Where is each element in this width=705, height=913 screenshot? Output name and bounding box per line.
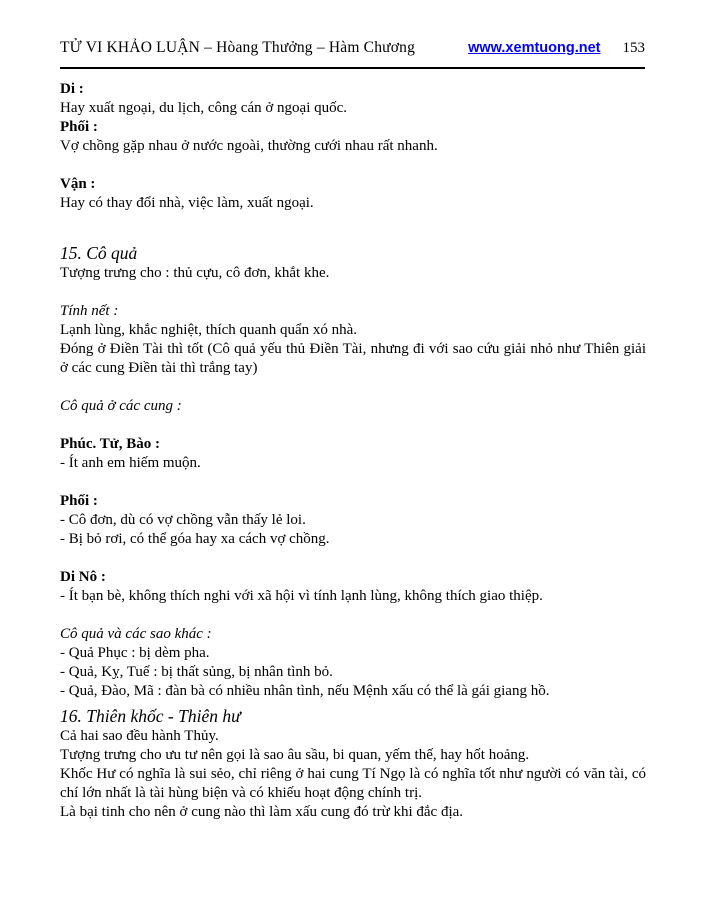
document-title: TỬ VI KHẢO LUẬN – Hòang Thưởng – Hàm Chương	[60, 39, 416, 56]
section-label-tinh-net: Tính nết :	[60, 303, 119, 319]
body-line: Tượng trưng cho : thủ cựu, cô đơn, khắt khe.	[60, 265, 330, 281]
body-line: Hay xuất ngoại, du lịch, công cán ở ngoại quốc.	[60, 100, 348, 116]
section-label-phuc-tu-bao: Phúc. Tử, Bào :	[60, 436, 160, 452]
body-line: Hay có thay đổi nhà, việc làm, xuất ngoại.	[60, 195, 314, 211]
section-label-phoi: Phối :	[60, 119, 98, 135]
section-heading-15: 15. Cô quả	[60, 243, 138, 263]
body-line: - Quả, Kỵ, Tuế : bị thất sủng, bị nhân tình bỏ.	[60, 664, 333, 680]
body-line: Tượng trưng cho ưu tư nên gọi là sao âu sầu, bi quan, yếm thế, hay hốt hoảng.	[60, 747, 530, 763]
body-line: Vợ chồng gặp nhau ở nước ngoài, thường cưới nhau rất nhanh.	[60, 138, 438, 154]
body-line: - Quả Phục : bị dèm pha.	[60, 645, 210, 661]
website-link[interactable]: www.xemtuong.net	[468, 40, 601, 56]
body-line: - Ít anh em hiếm muộn.	[60, 455, 201, 471]
page-number: 153	[622, 40, 645, 56]
document-content	[60, 80, 646, 822]
section-label-sao-khac: Cô quả và các sao khác :	[60, 626, 212, 642]
section-label-cac-cung: Cô quả ở các cung :	[60, 398, 182, 414]
header-right-group	[468, 38, 645, 58]
section-label-di-no: Di Nô :	[60, 569, 106, 585]
body-line: - Ít bạn bè, không thích nghi với xã hội vì tính lạnh lùng, không thích giao thiệp.	[60, 588, 543, 604]
section-label-phoi-2: Phối :	[60, 493, 98, 509]
body-paragraph: Đóng ở Điền Tài thì tốt (Cô quả yếu thủ Điền Tài, nhưng đi với sao cứu giải nhỏ như Thiên giải ở các cung Điền tài thì trắng tay)	[60, 341, 646, 376]
section-heading-16: 16. Thiên khốc - Thiên hư	[60, 706, 241, 726]
body-line: - Quả, Đào, Mã : đàn bà có nhiều nhân tình, nếu Mệnh xấu có thể là gái giang hồ.	[60, 683, 550, 699]
header-divider	[60, 67, 645, 69]
body-line: Lạnh lùng, khắc nghiệt, thích quanh quẩn xó nhà.	[60, 322, 358, 338]
body-line: Là bại tinh cho nên ở cung nào thì làm xấu cung đó trừ khi đắc địa.	[60, 804, 464, 820]
body-line: - Bị bỏ rơi, có thể góa hay xa cách vợ chồng.	[60, 531, 330, 547]
section-label-di: Di :	[60, 81, 84, 97]
body-paragraph: Khốc Hư có nghĩa là sui sẻo, chỉ riêng ở hai cung Tí Ngọ là có nghĩa tốt như người có văn tài, có chí lớn nhất là tài hùng biện và có khiếu hoạt động chính trị.	[60, 766, 646, 801]
section-label-van: Vận :	[60, 176, 96, 192]
page-header	[60, 38, 645, 58]
body-line: Cả hai sao đều hành Thủy.	[60, 728, 219, 744]
body-line: - Cô đơn, dù có vợ chồng vẫn thấy lẻ loi.	[60, 512, 306, 528]
